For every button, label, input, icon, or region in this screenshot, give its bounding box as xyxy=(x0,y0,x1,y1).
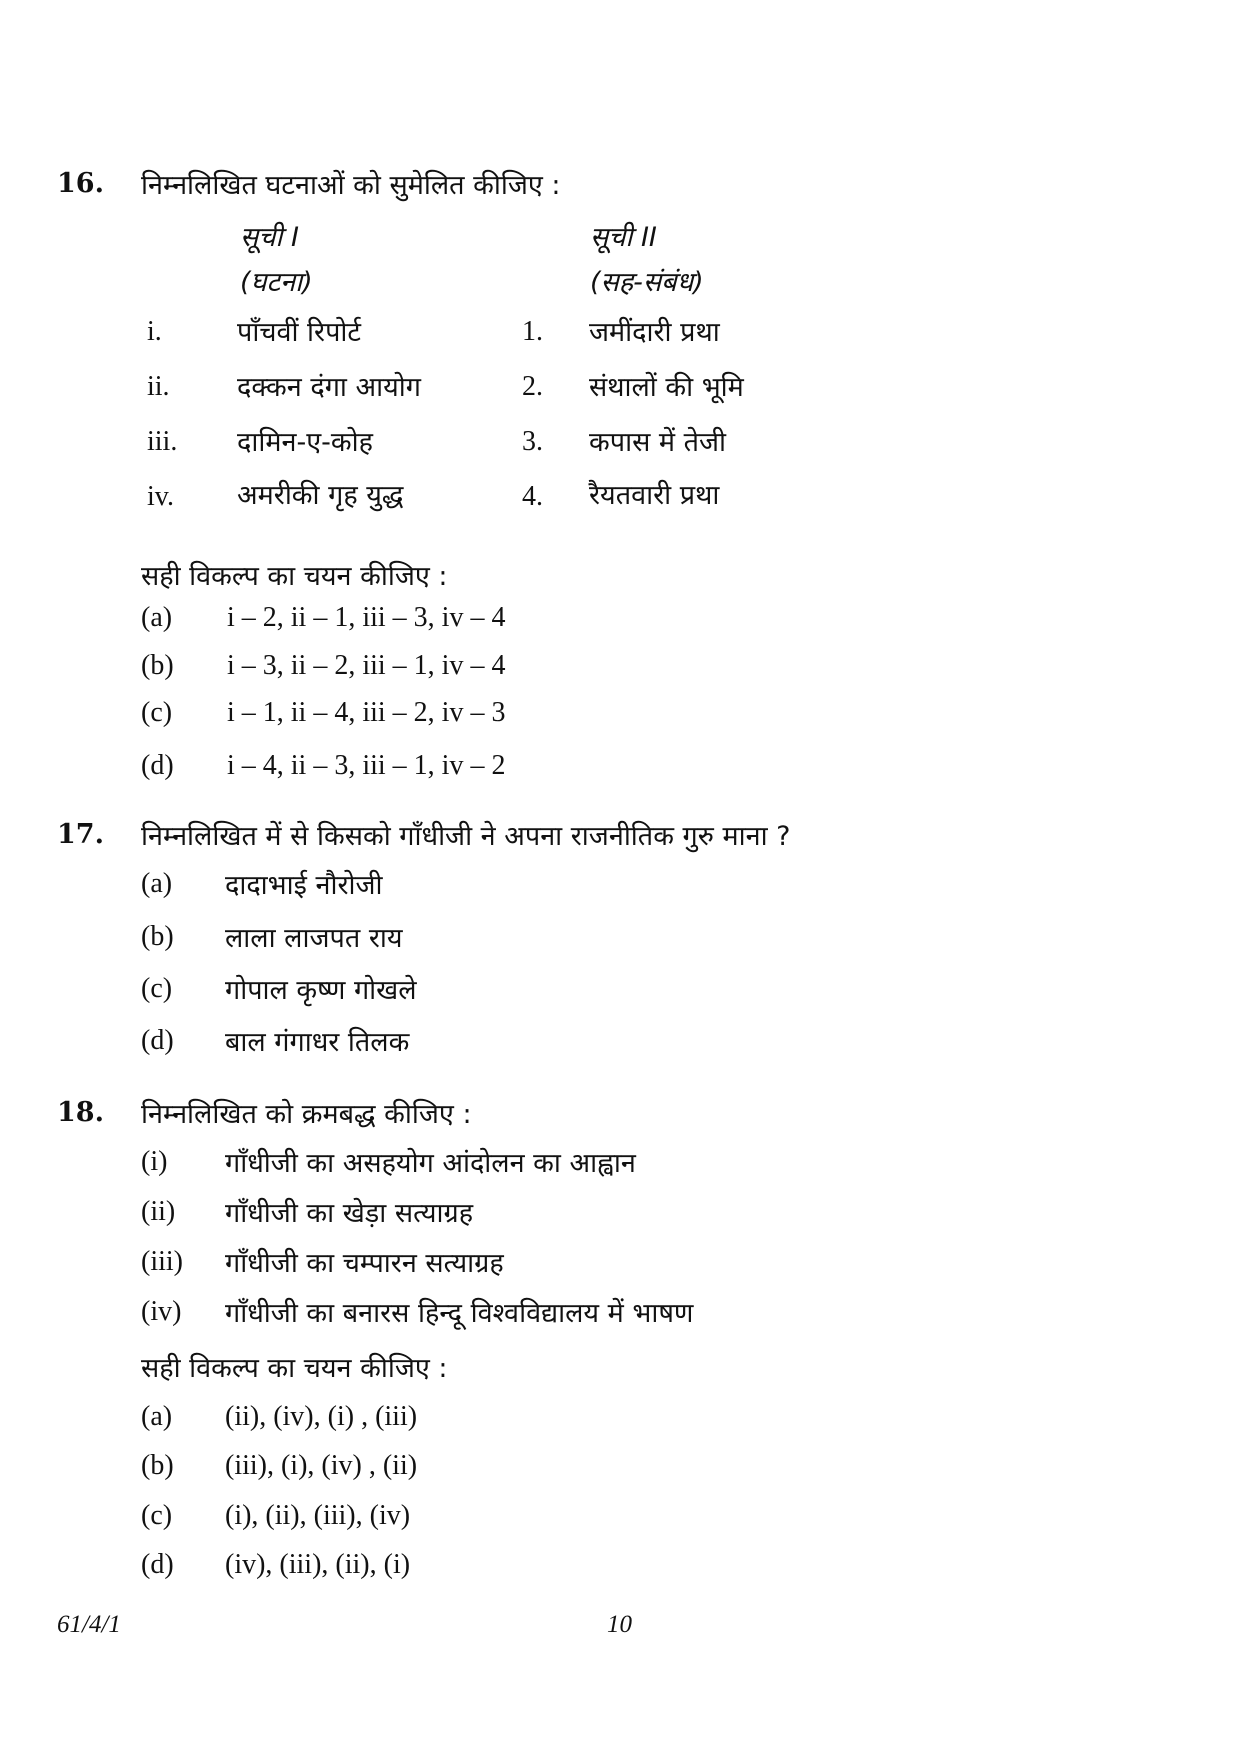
match-row-number: 4. xyxy=(522,481,543,512)
option-label: (d) xyxy=(141,750,174,781)
match-row-match: संथालों की भूमि xyxy=(589,372,744,403)
option-text: i – 3, ii – 2, iii – 1, iv – 4 xyxy=(227,650,506,681)
page-number: 10 xyxy=(607,1611,632,1638)
sequence-item-label: (iii) xyxy=(141,1246,183,1277)
option-label: (d) xyxy=(141,1549,174,1580)
option-label: (b) xyxy=(141,1450,174,1481)
option-label: (c) xyxy=(141,1500,173,1531)
option-label: (c) xyxy=(141,973,173,1004)
option-label: (b) xyxy=(141,650,174,681)
option-text: i – 4, ii – 3, iii – 1, iv – 2 xyxy=(227,750,506,781)
option-text: बाल गंगाधर तिलक xyxy=(225,1027,410,1058)
option-label: (a) xyxy=(141,602,173,633)
list1-subtitle: (घटना) xyxy=(240,267,313,298)
question-18-number: 18. xyxy=(57,1097,104,1128)
sequence-item-label: (ii) xyxy=(141,1196,176,1227)
match-row-label: iv. xyxy=(147,481,174,512)
question-17-text: निम्नलिखित में से किसको गाँधीजी ने अपना राजनीतिक गुरु माना ? xyxy=(141,821,791,852)
match-row-match: जमींदारी प्रथा xyxy=(589,317,720,348)
option-text: दादाभाई नौरोजी xyxy=(225,870,383,901)
option-label: (c) xyxy=(141,697,173,728)
list2-title: सूची II xyxy=(590,222,657,253)
option-label: (b) xyxy=(141,921,174,952)
match-row-number: 3. xyxy=(522,426,543,457)
match-row-label: ii. xyxy=(147,371,170,402)
match-row-label: iii. xyxy=(147,426,178,457)
option-text: (iii), (i), (iv) , (ii) xyxy=(225,1450,418,1481)
question-16-text: निम्नलिखित घटनाओं को सुमेलित कीजिए : xyxy=(141,170,561,201)
sequence-item-text: गाँधीजी का बनारस हिन्दू विश्वविद्यालय में भाषण xyxy=(225,1298,694,1329)
match-row-item: दक्कन दंगा आयोग xyxy=(237,372,421,403)
sequence-item-text: गाँधीजी का खेड़ा सत्याग्रह xyxy=(225,1198,474,1229)
match-row-number: 2. xyxy=(522,371,543,402)
option-label: (a) xyxy=(141,868,173,899)
sequence-item-label: (iv) xyxy=(141,1296,182,1327)
question-18-text: निम्नलिखित को क्रमबद्ध कीजिए : xyxy=(141,1099,472,1130)
option-text: लाला लाजपत राय xyxy=(225,923,403,954)
question-17-number: 17. xyxy=(57,819,104,850)
paper-code: 61/4/1 xyxy=(57,1611,121,1638)
option-text: गोपाल कृष्ण गोखले xyxy=(225,975,417,1006)
option-label: (d) xyxy=(141,1025,174,1056)
option-text: i – 2, ii – 1, iii – 3, iv – 4 xyxy=(227,602,506,633)
match-row-item: पाँचवीं रिपोर्ट xyxy=(237,317,362,348)
list1-title: सूची I xyxy=(240,222,299,253)
match-row-label: i. xyxy=(147,316,162,347)
option-label: (a) xyxy=(141,1401,173,1432)
question-16-choose: सही विकल्प का चयन कीजिए : xyxy=(141,561,448,592)
match-row-match: कपास में तेजी xyxy=(589,427,727,458)
match-row-item: अमरीकी गृह युद्ध xyxy=(237,480,404,511)
option-text: (iv), (iii), (ii), (i) xyxy=(225,1549,411,1580)
sequence-item-text: गाँधीजी का असहयोग आंदोलन का आह्वान xyxy=(225,1148,636,1179)
match-row-number: 1. xyxy=(522,316,543,347)
match-row-item: दामिन-ए-कोह xyxy=(237,427,373,458)
match-row-match: रैयतवारी प्रथा xyxy=(589,480,720,511)
question-18-choose: सही विकल्प का चयन कीजिए : xyxy=(141,1353,448,1384)
option-text: (i), (ii), (iii), (iv) xyxy=(225,1500,411,1531)
list2-subtitle: (सह-संबंध) xyxy=(590,267,704,298)
option-text: i – 1, ii – 4, iii – 2, iv – 3 xyxy=(227,697,506,728)
question-16-number: 16. xyxy=(57,168,104,199)
sequence-item-text: गाँधीजी का चम्पारन सत्याग्रह xyxy=(225,1248,504,1279)
option-text: (ii), (iv), (i) , (iii) xyxy=(225,1401,418,1432)
sequence-item-label: (i) xyxy=(141,1146,168,1177)
